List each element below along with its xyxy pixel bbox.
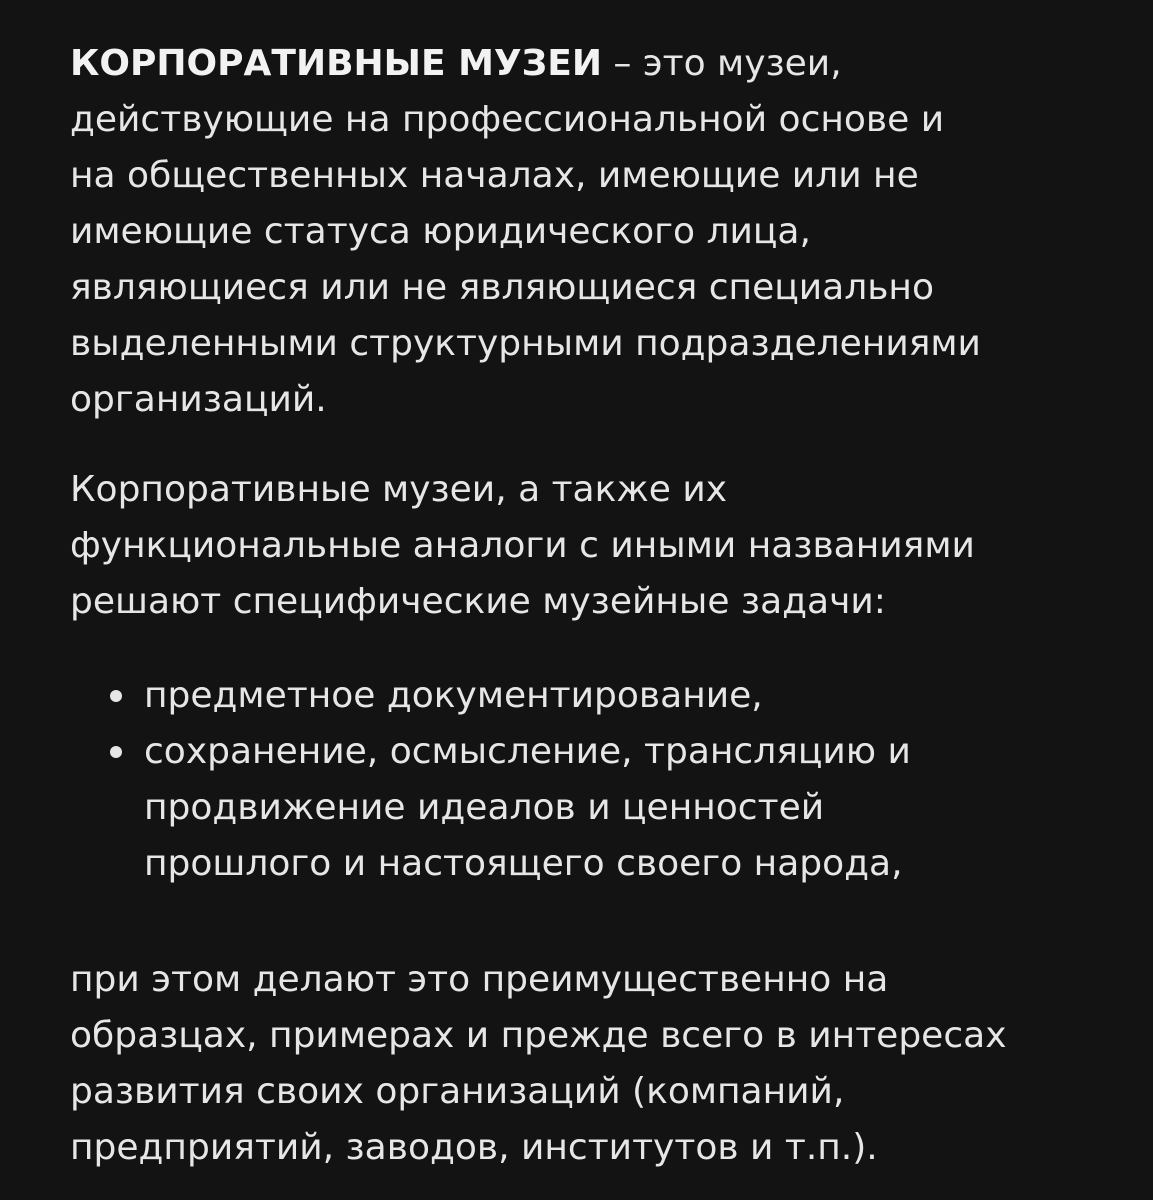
definition-line: имеющие статуса юридического лица, — [70, 211, 811, 252]
list-item-line: предметное документирование, — [144, 675, 763, 716]
conclusion-line: предприятий, заводов, институтов и т.п.). — [70, 1127, 878, 1168]
bullet-icon — [110, 746, 122, 758]
definition-paragraph — [70, 36, 1113, 428]
list-item-line: продвижение идеалов и ценностей — [144, 787, 825, 828]
definition-line: организаций. — [70, 379, 327, 420]
definition-line: выделенными структурными подразделениями — [70, 323, 981, 364]
tasks-list — [70, 668, 911, 892]
definition-line: действующие на профессиональной основе и — [70, 99, 945, 140]
definition-term: КОРПОРАТИВНЫЕ МУЗЕИ — [70, 43, 602, 84]
conclusion-line: образцах, примерах и прежде всего в интересах — [70, 1015, 1007, 1056]
list-item-line: сохранение, осмысление, трансляцию и — [144, 731, 911, 772]
list-item — [70, 724, 911, 892]
bullet-icon — [110, 690, 122, 702]
intro-line: решают специфические музейные задачи: — [70, 581, 886, 622]
conclusion-line: развития своих организаций (компаний, — [70, 1071, 845, 1112]
intro-line: функциональные аналоги с иными названиями — [70, 525, 975, 566]
definition-line: являющиеся или не являющиеся специально — [70, 267, 934, 308]
definition-line — [70, 36, 1113, 92]
definition-line: на общественных началах, имеющие или не — [70, 155, 919, 196]
intro-line: Корпоративные музеи, а также их — [70, 469, 728, 510]
conclusion-paragraph — [70, 952, 1007, 1176]
list-item — [70, 668, 911, 724]
intro-paragraph — [70, 462, 975, 630]
definition-line-rest: – это музеи, — [601, 43, 842, 84]
conclusion-line: при этом делают это преимущественно на — [70, 959, 889, 1000]
list-item-line: прошлого и настоящего своего народа, — [144, 843, 903, 884]
